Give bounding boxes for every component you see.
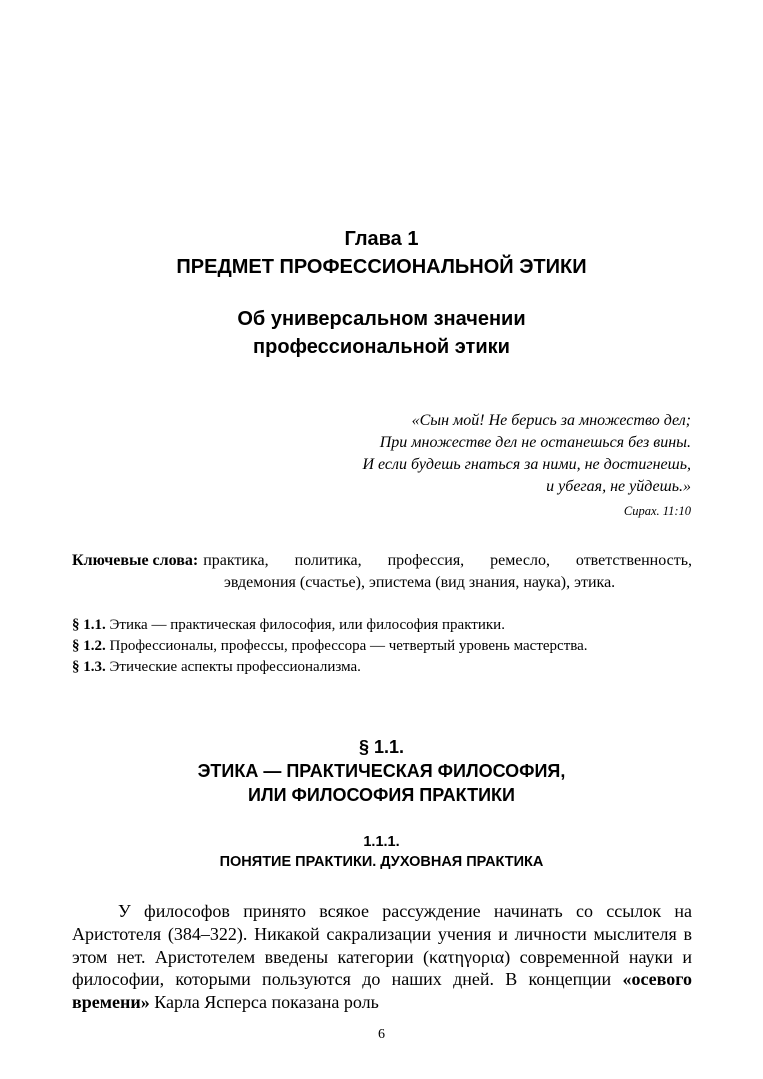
body-text: Карла Ясперса показана роль (149, 992, 379, 1013)
keywords-label: Ключевые слова: (72, 552, 199, 569)
body-paragraph (72, 900, 692, 1014)
epigraph-line: «Сын мой! Не берись за множество дел; (411, 412, 691, 429)
chapter-title: ПРЕДМЕТ ПРОФЕССИОНАЛЬНОЙ ЭТИКИ (176, 256, 587, 278)
epigraph-source: Сирах. 11:10 (623, 504, 691, 518)
chapter-subtitle-line-2: профессиональной этики (253, 336, 510, 358)
section-title-line-2: ИЛИ ФИЛОСОФИЯ ПРАКТИКИ (248, 785, 515, 805)
contents-item-text: Профессионалы, профессы, профессора — четвертый уровень мастерства. (109, 638, 588, 654)
contents-item-text: Этика — практическая философия, или философия практики. (109, 617, 505, 633)
subsection-title: ПОНЯТИЕ ПРАКТИКИ. ДУХОВНАЯ ПРАКТИКА (219, 854, 544, 870)
contents-item-text: Этические аспекты профессионализма. (109, 659, 361, 675)
page-number: 6 (378, 1027, 385, 1042)
subsection-number: 1.1.1. (363, 834, 400, 850)
section-number: § 1.1. (358, 737, 405, 757)
keywords-line-1: практика, политика, профессия, ремесло, ответственность, (203, 552, 692, 569)
contents-item-number: § 1.1. (72, 617, 106, 633)
keywords-line-2: эвдемония (счастье), эпистема (вид знания, наука), этика. (224, 574, 616, 591)
body-text: У философов принято всякое рассуждение начинать со ссылок на Аристотеля (384–322). Никакой сакрализации учения и личности мыслителя в этом нет. Аристотелем введены категории (κατηγορια) современной науки и философии, которыми пользуются до наших дней. В концепции (72, 901, 692, 990)
contents-item (72, 615, 505, 636)
chapter-subtitle-line-1: Об универсальном значении (237, 308, 526, 330)
keywords-block (72, 550, 692, 594)
chapter-number: Глава 1 (344, 228, 419, 250)
contents-item (72, 636, 588, 657)
body-emphasis: «осевого времени» (72, 969, 692, 1013)
epigraph-line: При множестве дел не останешься без вины. (379, 434, 691, 451)
contents-item-number: § 1.2. (72, 638, 106, 654)
contents-item-number: § 1.3. (72, 659, 106, 675)
contents-item (72, 657, 361, 678)
section-title-line-1: ЭТИКА — ПРАКТИЧЕСКАЯ ФИЛОСОФИЯ, (197, 761, 566, 781)
epigraph-line: И если будешь гнаться за ними, не достигнешь, (362, 456, 691, 473)
epigraph-line: и убегая, не уйдешь.» (546, 478, 691, 495)
